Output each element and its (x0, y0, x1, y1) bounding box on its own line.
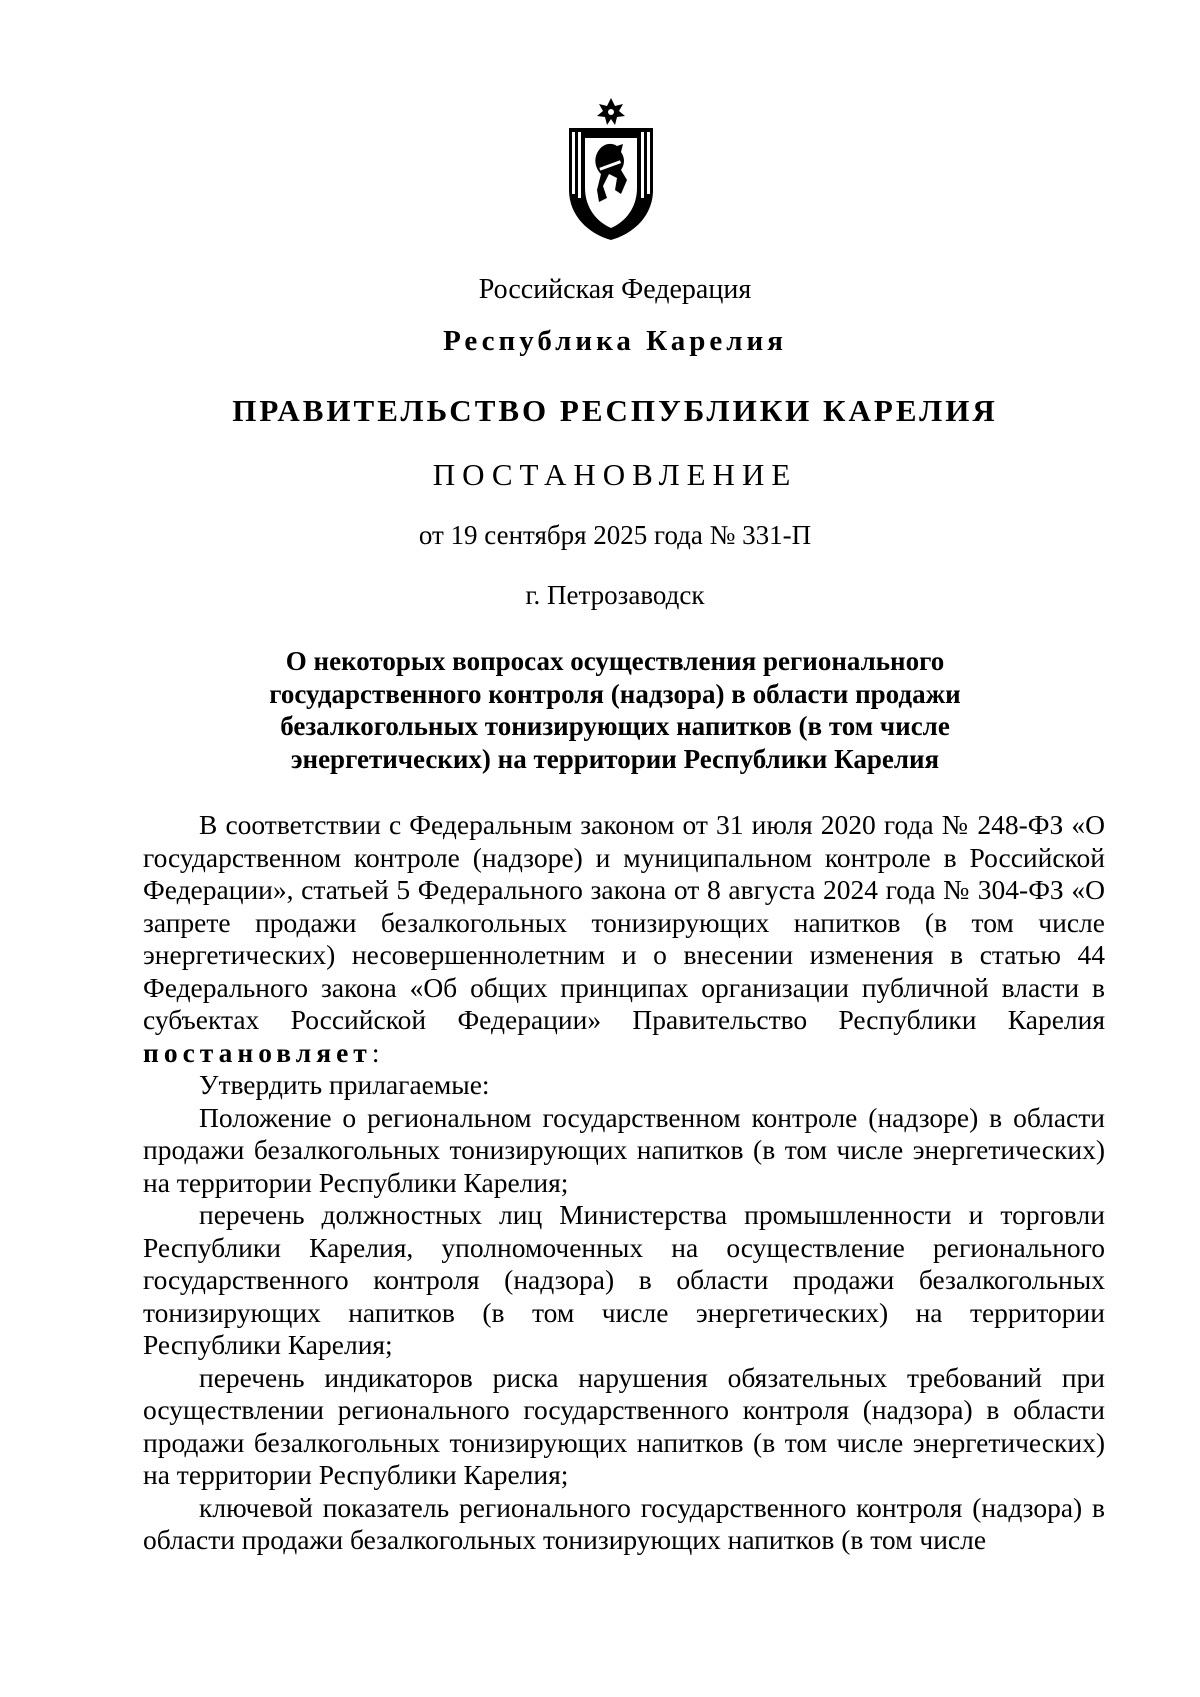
document-body (143, 809, 1105, 1557)
list-item: перечень должностных лиц Министерства промышленности и торговли Республики Карелия, уполномоченных на осуществление регионального государственного контроля (надзора) в области продажи безалкогольных тонизирующих напитков (в том числе энергетических) на территории Республики Карелия; (143, 1199, 1105, 1360)
preamble-paragraph (143, 809, 1105, 1069)
republic-name: Республика Карелия (443, 325, 787, 357)
country-name: Российская Федерация (478, 274, 752, 305)
title-line: безалкогольных тонизирующих напитков (в том числе (280, 711, 950, 741)
decree-word: постановляет (143, 1036, 372, 1068)
list-item: Положение о региональном государственном контроле (надзоре) в области продажи безалкогольных тонизирующих напитков (в том числе энергетических) на территории Республики Карелия; (143, 1101, 1105, 1198)
approve-paragraph: Утвердить прилагаемые: (199, 1069, 490, 1100)
list-item: ключевой показатель регионального государственного контроля (надзора) в области продажи безалкогольных тонизирующих напитков (в том числе (143, 1491, 1105, 1555)
document-title (200, 645, 1030, 775)
preamble-text: В соответствии с Федеральным законом от 31 июля 2020 года № 248-ФЗ «О государственном контроле (надзоре) и муниципальном контроле в Российской Федерации», статьей 5 Федерального закона от 8 августа 2024 года № 304-ФЗ «О запрете продажи безалкогольных тонизирующих напитков (в том числе энергетических) несовершеннолетним и о внесении изменения в статью 44 Федерального закона «Об общих принципах организации публичной власти в субъектах Российской Федерации» Правительство Республики Карелия (143, 809, 1105, 1035)
preamble-colon: : (371, 1036, 380, 1068)
document-date-number: от 19 сентября 2025 года № 331-П (418, 520, 812, 550)
title-line: государственного контроля (надзора) в области продажи (269, 678, 961, 709)
government-name: ПРАВИТЕЛЬСТВО РЕСПУБЛИКИ КАРЕЛИЯ (232, 393, 998, 428)
title-line: энергетических) на территории Республики Карелия (290, 743, 940, 774)
coat-of-arms-icon (559, 98, 663, 242)
document-city: г. Петрозаводск (525, 580, 705, 610)
title-line: О некоторых вопросах осуществления регионального (285, 646, 945, 676)
list-item: перечень индикаторов риска нарушения обязательных требований при осуществлении регионального государственного контроля (надзора) в области продажи безалкогольных тонизирующих напитков (в том числе энергетических) на территории Республики Карелия; (143, 1361, 1105, 1490)
document-type: ПОСТАНОВЛЕНИЕ (432, 457, 798, 492)
